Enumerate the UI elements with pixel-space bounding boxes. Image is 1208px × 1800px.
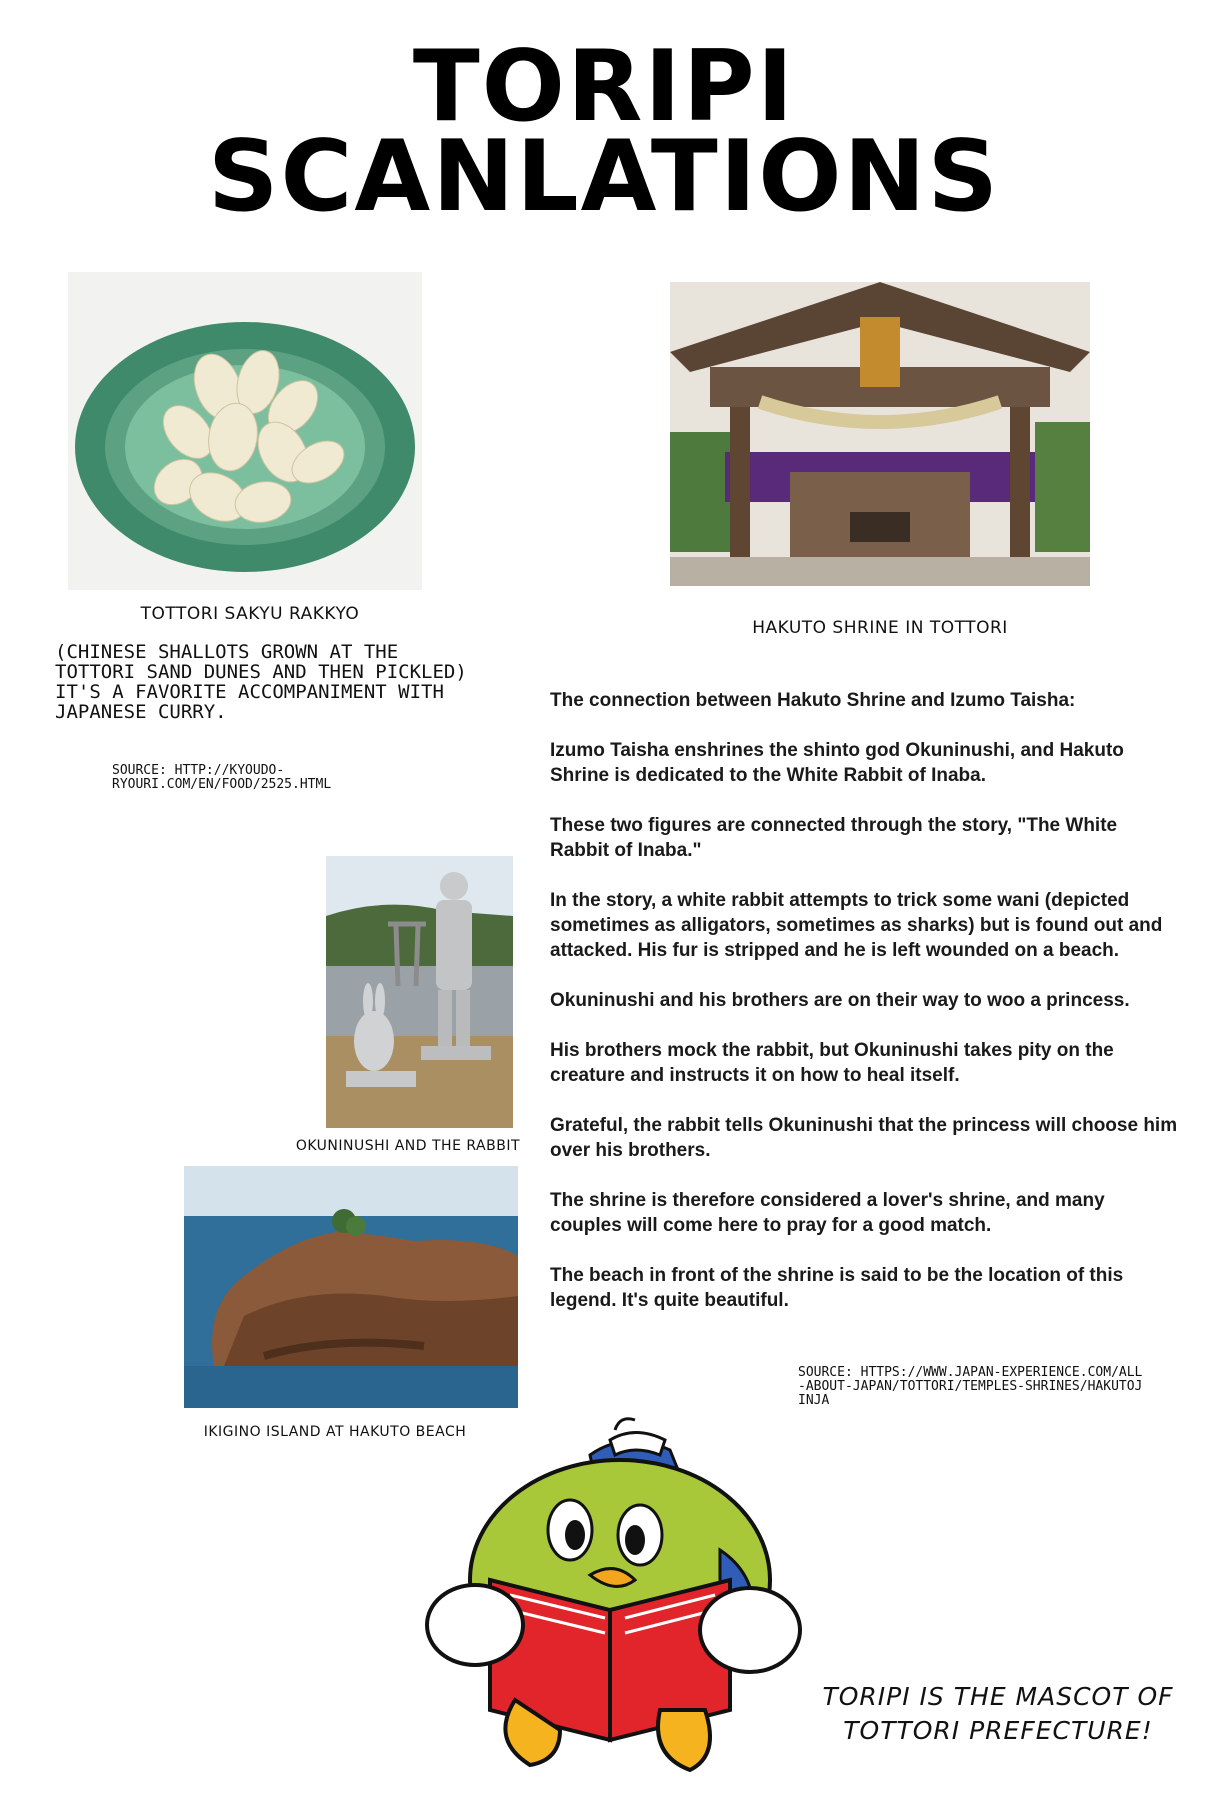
article-source: SOURCE: HTTPS://WWW.JAPAN-EXPERIENCE.COM/ALL-ABOUT-JAPAN/TOTTORI/TEMPLES-SHRINES/HAKUTOJINJA xyxy=(798,1365,1143,1408)
rakkyo-photo xyxy=(68,272,422,590)
island-caption: IKIGINO ISLAND AT HAKUTO BEACH xyxy=(203,1424,467,1440)
mascot-caption-line2: TOTTORI PREFECTURE! xyxy=(843,1716,1153,1745)
article-paragraph: The shrine is therefore considered a lover's shrine, and many couples will come here to pray for a good match. xyxy=(550,1190,1105,1236)
rakkyo-caption: TOTTORI SAKYU RAKKYO xyxy=(140,604,360,624)
article-paragraph: In the story, a white rabbit attempts to trick some wani (depicted sometimes as alligators, sometimes as sharks) but is found out and attacked. His fur is stripped and he is left wounded on a beach. xyxy=(550,890,1163,961)
mascot-caption-line1: TORIPI IS THE MASCOT OF xyxy=(822,1682,1174,1711)
article-paragraph: His brothers mock the rabbit, but Okuninushi takes pity on the creature and instructs it on how to heal itself. xyxy=(550,1040,1114,1086)
article-paragraph: Izumo Taisha enshrines the shinto god Okuninushi, and Hakuto Shrine is dedicated to the White Rabbit of Inaba. xyxy=(550,740,1124,786)
shrine-caption: HAKUTO SHRINE IN TOTTORI xyxy=(752,618,1008,638)
rakkyo-description: (CHINESE SHALLOTS GROWN AT THE TOTTORI SAND DUNES AND THEN PICKLED) IT'S A FAVORITE ACCOMPANIMENT WITH JAPANESE CURRY. xyxy=(55,641,467,723)
page-title-line1: TORIPI xyxy=(412,30,796,144)
article-paragraph: The connection between Hakuto Shrine and Izumo Taisha: xyxy=(550,690,1076,711)
mascot-caption xyxy=(808,1680,1188,1748)
okuninushi-statue-photo xyxy=(326,856,513,1128)
article-paragraph: The beach in front of the shrine is said to be the location of this legend. It's quite beautiful. xyxy=(550,1265,1124,1311)
ikigino-island-photo xyxy=(184,1166,518,1408)
statue-caption: OKUNINUSHI AND THE RABBIT xyxy=(295,1138,520,1154)
article-body xyxy=(550,688,1180,1338)
toripi-mascot-illustration xyxy=(420,1410,820,1780)
page-title-line2: SCANLATIONS xyxy=(207,120,1001,234)
rakkyo-source: SOURCE: HTTP://KYOUDO-RYOURI.COM/EN/FOOD/2525.HTML xyxy=(112,763,332,792)
hakuto-shrine-photo xyxy=(670,282,1090,586)
article-paragraph: These two figures are connected through the story, "The White Rabbit of Inaba." xyxy=(550,815,1118,861)
article-paragraph: Grateful, the rabbit tells Okuninushi that the princess will choose him over his brothers. xyxy=(550,1115,1178,1161)
article-paragraph: Okuninushi and his brothers are on their way to woo a princess. xyxy=(550,990,1130,1011)
